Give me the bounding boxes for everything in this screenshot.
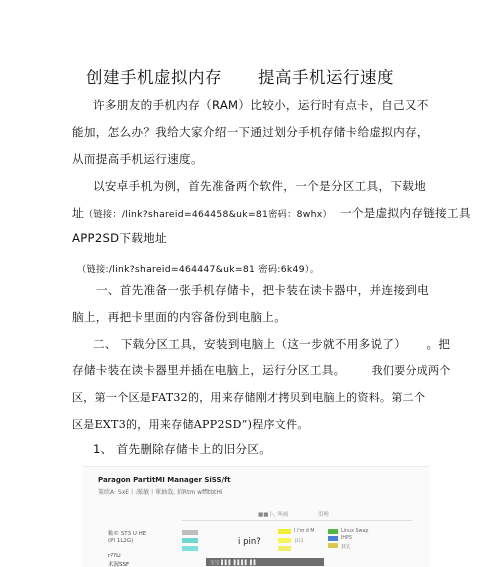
para-2-line-2-c: 一个是虚拟内存链接工具: [339, 206, 471, 220]
step-2-line-1-a: 二、 下载分区工具，安装到电脑上（这一步就不用多说了）: [93, 337, 401, 351]
screenshot-foot-2: 术渥SSF: [108, 562, 130, 567]
screenshot-divider: [182, 520, 412, 521]
legend-swatch-yellow-3: [278, 546, 291, 551]
legend-swatch-blue: [328, 536, 338, 541]
step-2-line-2-b: 我们要分成两个: [371, 364, 451, 377]
partition-bar-teal: [182, 538, 198, 543]
para-2-line-2: [72, 205, 471, 221]
legend-swatch-green: [328, 529, 338, 534]
legend-label-2: 日日: [294, 539, 304, 544]
step-2-line-4: 区是EXT3的，用来存储APP2SD”)程序文件。: [72, 418, 309, 431]
para-1-line-2: 能加，怎么办？我给大家介绍一下通过划分手机存储卡给虚拟内存，: [72, 125, 429, 139]
step-1-line-1: 一、首先准备一张手机存储卡，把卡装在读卡器中，并连接到电: [96, 283, 430, 297]
screenshot-menu: 策欣A· SxE丨:脓敏丨眾抽哉, 招Rtm wffltbtHI: [98, 489, 223, 496]
screenshot-disk-info: [108, 531, 146, 545]
screenshot-header-col-1: ■■卜, 叫画: [258, 512, 289, 518]
disk-info-line-1: 籼© ST3 U HE: [108, 531, 147, 537]
partition-manager-screenshot: [82, 466, 430, 567]
step-2-line-1-b: 。把: [426, 337, 451, 351]
screenshot-center-text: i pin?: [238, 537, 261, 547]
legend-label-3: Linux Swap: [341, 529, 369, 534]
screenshot-app-name: Paragon PartitMI Manager SiSS/ft: [98, 476, 231, 484]
para-2-line-2-a: 址: [72, 206, 84, 220]
download-link-1[interactable]: （链接：/link?shareid=464458&uk=81密码：8whx）: [83, 209, 332, 220]
legend-label-4: IHPS: [341, 536, 352, 541]
step-2-line-3: 区，第一个区是FAT32的，用来存储刚才拷贝到电脑上的资料。第二个: [72, 391, 426, 404]
para-2-line-1: 以安卓手机为例，首先准备两个软件，一个是分区工具，下载地: [93, 179, 427, 193]
screenshot-foot-1: r??Li: [108, 553, 121, 559]
step-1-line-2: 脑上，再把卡里面的内容备份到电脑上。: [72, 310, 287, 324]
legend-label-5: 其它: [341, 545, 351, 550]
legend-swatch-yellow-1: [278, 529, 291, 534]
page-title: [86, 64, 416, 88]
para-2-line-3: APP2SD下载地址: [72, 231, 167, 245]
title-part-1: 创建手机虚拟内存: [86, 68, 222, 87]
legend-label-1: I i'm d M: [294, 529, 315, 534]
step-2-line-2: [72, 362, 451, 378]
para-1-line-3: 从而提高手机运行速度。: [72, 152, 203, 166]
screenshot-header-col-2: 泪咐: [318, 512, 330, 518]
para-1-line-1: 许多朋友的手机内存（RAM）比较小，运行时有点卡，自己又不: [93, 98, 429, 112]
step-3: 1、 首先删除存储卡上的旧分区。: [93, 442, 272, 456]
download-link-2[interactable]: （链接:/link?shareid=464447&uk=81 密码:6k49）。: [77, 264, 320, 275]
partition-bar-teal-light: [182, 546, 198, 551]
step-2-line-2-a: 存储卡装在读卡器里并插在电脑上，运行分区工具。: [72, 363, 346, 377]
legend-swatch-gold: [328, 543, 338, 548]
screenshot-strip-text: 宝宝 ▌▌▌ ▌▌▌▌ ▌▌: [210, 561, 258, 566]
disk-info-line-2: (PI 1L2G): [108, 538, 134, 544]
step-2-line-1: [93, 336, 450, 352]
legend-swatch-yellow-2: [278, 538, 291, 543]
partition-bar-gray: [182, 530, 198, 535]
title-part-2: 提高手机运行速度: [258, 68, 394, 87]
